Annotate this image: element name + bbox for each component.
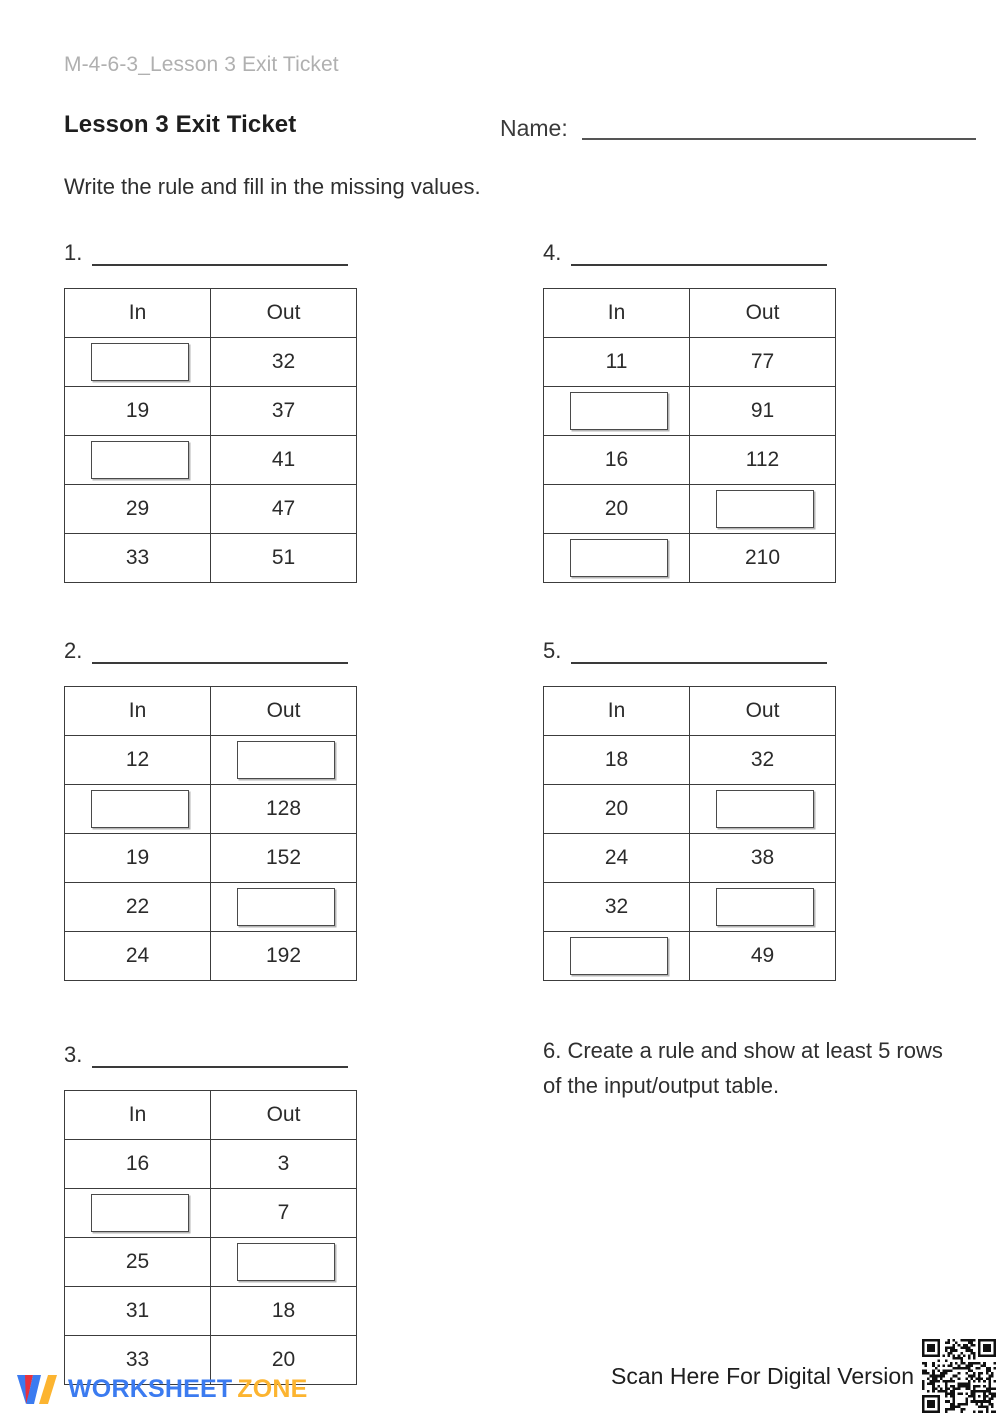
cell-in-answer-box[interactable] — [65, 338, 211, 387]
table-header-row — [544, 687, 836, 736]
cell-out-value: 47 — [211, 485, 357, 534]
cell-in-answer-box[interactable] — [65, 436, 211, 485]
table-row — [65, 932, 357, 981]
answer-box-wrapper — [544, 932, 689, 980]
problem-number: 3. — [64, 1042, 83, 1067]
cell-in-answer-box[interactable] — [544, 534, 690, 583]
table-row — [65, 387, 357, 436]
table-row — [65, 338, 357, 387]
cell-out-answer-box[interactable] — [211, 883, 357, 932]
column-header-out: Out — [211, 1091, 357, 1140]
table-header-row — [544, 289, 836, 338]
cell-in-value: 29 — [65, 485, 211, 534]
input-output-table — [64, 288, 357, 583]
table-row — [544, 883, 836, 932]
cell-out-answer-box[interactable] — [211, 736, 357, 785]
cell-out-value: 38 — [690, 834, 836, 883]
table-row — [544, 785, 836, 834]
cell-in-value: 33 — [65, 1336, 211, 1385]
cell-out-answer-box[interactable] — [690, 785, 836, 834]
name-label: Name: — [500, 115, 568, 141]
problem-number: 2. — [64, 638, 83, 663]
cell-out-value: 20 — [211, 1336, 357, 1385]
problem-number: 1. — [64, 240, 83, 265]
cell-out-value: 51 — [211, 534, 357, 583]
cell-in-value: 19 — [65, 834, 211, 883]
answer-box-wrapper — [544, 534, 689, 582]
document-code: M-4-6-3_Lesson 3 Exit Ticket — [64, 53, 339, 76]
cell-out-value: 7 — [211, 1189, 357, 1238]
cell-in-value: 19 — [65, 387, 211, 436]
problem-number: 5. — [543, 638, 562, 663]
cell-out-value: 91 — [690, 387, 836, 436]
answer-box[interactable] — [237, 888, 335, 926]
answer-box[interactable] — [716, 888, 814, 926]
answer-box-wrapper — [65, 1189, 210, 1237]
table-row — [65, 1238, 357, 1287]
table-header-row — [65, 289, 357, 338]
answer-box-wrapper — [211, 1238, 356, 1286]
cell-in-value: 20 — [544, 785, 690, 834]
cell-out-value: 152 — [211, 834, 357, 883]
table-row — [65, 1140, 357, 1189]
answer-box-wrapper — [211, 883, 356, 931]
brand-name — [68, 1374, 308, 1403]
column-header-in: In — [544, 687, 690, 736]
problem-1 — [64, 236, 357, 583]
page-title: Lesson 3 Exit Ticket — [64, 111, 297, 138]
cell-out-answer-box[interactable] — [211, 1238, 357, 1287]
brand-name-primary: WORKSHEET — [68, 1374, 233, 1403]
cell-out-value: 210 — [690, 534, 836, 583]
answer-box[interactable] — [570, 937, 668, 975]
problem-heading — [543, 634, 836, 664]
cell-in-value: 31 — [65, 1287, 211, 1336]
cell-in-value: 25 — [65, 1238, 211, 1287]
cell-in-value: 12 — [65, 736, 211, 785]
answer-box[interactable] — [91, 1194, 189, 1232]
instruction-text: Write the rule and fill in the missing values. — [64, 174, 481, 199]
problem-4 — [543, 236, 836, 583]
rule-answer-line[interactable] — [92, 640, 348, 664]
rule-answer-line[interactable] — [92, 242, 348, 266]
cell-in-value: 24 — [65, 932, 211, 981]
table-row — [65, 1189, 357, 1238]
table-row — [65, 883, 357, 932]
cell-out-value: 18 — [211, 1287, 357, 1336]
cell-in-answer-box[interactable] — [65, 1189, 211, 1238]
brand-logo-icon — [14, 1371, 60, 1407]
input-output-table — [64, 1090, 357, 1385]
table-row — [65, 436, 357, 485]
rule-answer-line[interactable] — [571, 640, 827, 664]
table-row — [544, 534, 836, 583]
input-output-table — [64, 686, 357, 981]
table-header-row — [65, 1091, 357, 1140]
cell-out-answer-box[interactable] — [690, 883, 836, 932]
answer-box[interactable] — [91, 790, 189, 828]
name-input-line[interactable] — [582, 112, 976, 140]
column-header-in: In — [65, 687, 211, 736]
answer-box-wrapper — [65, 436, 210, 484]
cell-out-value: 77 — [690, 338, 836, 387]
cell-in-value: 32 — [544, 883, 690, 932]
answer-box[interactable] — [91, 343, 189, 381]
question-6-text: 6. Create a rule and show at least 5 rows of the input/output table. — [543, 1038, 943, 1098]
cell-in-value: 24 — [544, 834, 690, 883]
cell-out-value: 3 — [211, 1140, 357, 1189]
input-output-table — [543, 288, 836, 583]
answer-box[interactable] — [570, 392, 668, 430]
problem-heading — [64, 236, 357, 266]
problem-2 — [64, 634, 357, 981]
qr-code[interactable] — [922, 1339, 996, 1413]
worksheet-zone-logo[interactable] — [14, 1368, 308, 1410]
cell-in-answer-box[interactable] — [65, 785, 211, 834]
cell-out-value: 32 — [690, 736, 836, 785]
brand-name-secondary: ZONE — [237, 1374, 308, 1403]
cell-out-value: 192 — [211, 932, 357, 981]
column-header-out: Out — [211, 687, 357, 736]
cell-out-answer-box[interactable] — [690, 485, 836, 534]
table-row — [65, 485, 357, 534]
answer-box[interactable] — [716, 790, 814, 828]
rule-answer-line[interactable] — [571, 242, 827, 266]
answer-box-wrapper — [65, 785, 210, 833]
table-header-row — [65, 687, 357, 736]
table-row — [65, 534, 357, 583]
answer-box-wrapper — [690, 485, 835, 533]
answer-box-wrapper — [544, 387, 689, 435]
table-row — [65, 785, 357, 834]
column-header-in: In — [544, 289, 690, 338]
column-header-out: Out — [690, 687, 836, 736]
scan-digital-version-group[interactable] — [611, 1338, 996, 1414]
answer-box[interactable] — [570, 539, 668, 577]
column-header-in: In — [65, 1091, 211, 1140]
cell-out-value: 41 — [211, 436, 357, 485]
answer-box-wrapper — [65, 338, 210, 386]
table-row — [65, 736, 357, 785]
column-header-in: In — [65, 289, 211, 338]
problem-heading — [64, 1038, 357, 1068]
column-header-out: Out — [211, 289, 357, 338]
name-field-group — [500, 112, 976, 140]
answer-box[interactable] — [237, 1243, 335, 1281]
cell-out-value: 37 — [211, 387, 357, 436]
cell-out-value: 128 — [211, 785, 357, 834]
table-row — [544, 932, 836, 981]
table-row — [65, 834, 357, 883]
cell-out-value: 49 — [690, 932, 836, 981]
input-output-table — [543, 686, 836, 981]
cell-in-value: 16 — [544, 436, 690, 485]
problem-3 — [64, 1038, 357, 1385]
table-row — [544, 834, 836, 883]
problem-heading — [64, 634, 357, 664]
table-row — [544, 387, 836, 436]
cell-in-answer-box[interactable] — [544, 932, 690, 981]
answer-box[interactable] — [91, 441, 189, 479]
answer-box-wrapper — [690, 785, 835, 833]
cell-in-value: 11 — [544, 338, 690, 387]
cell-in-value: 20 — [544, 485, 690, 534]
table-row — [544, 485, 836, 534]
column-header-out: Out — [690, 289, 836, 338]
problem-5 — [543, 634, 836, 981]
answer-box-wrapper — [690, 883, 835, 931]
problem-heading — [543, 236, 836, 266]
table-row — [65, 1287, 357, 1336]
cell-out-value: 112 — [690, 436, 836, 485]
cell-in-value: 16 — [65, 1140, 211, 1189]
cell-out-value: 32 — [211, 338, 357, 387]
table-row — [544, 736, 836, 785]
table-row — [544, 436, 836, 485]
cell-in-value: 22 — [65, 883, 211, 932]
cell-in-answer-box[interactable] — [544, 387, 690, 436]
cell-in-value: 18 — [544, 736, 690, 785]
scan-instruction-text: Scan Here For Digital Version — [611, 1362, 914, 1389]
cell-in-value: 33 — [65, 534, 211, 583]
table-row — [544, 338, 836, 387]
answer-box[interactable] — [716, 490, 814, 528]
answer-box[interactable] — [237, 741, 335, 779]
answer-box-wrapper — [211, 736, 356, 784]
rule-answer-line[interactable] — [92, 1044, 348, 1068]
problem-number: 4. — [543, 240, 562, 265]
